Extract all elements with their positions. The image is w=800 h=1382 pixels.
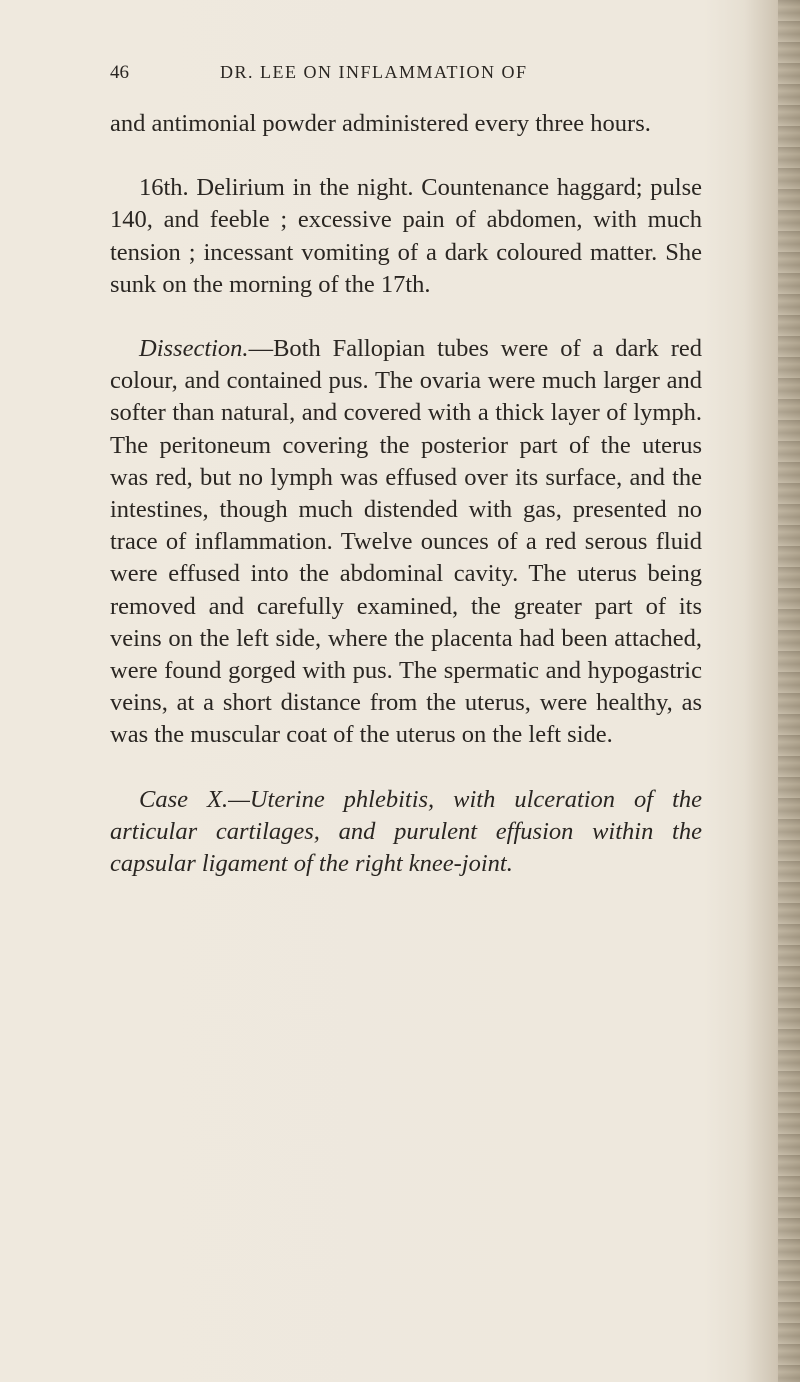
- running-head: DR. LEE ON INFLAMMATION OF: [220, 62, 528, 82]
- paragraph-continuation: and antimonial powder administered every three hours.: [110, 110, 651, 137]
- body-text: [110, 108, 702, 880]
- case-heading: Case X.—Uterine phlebitis, with ulceration of the articular cartilages, and purulent effusion within the capsular ligament of the right knee-joint.: [110, 785, 702, 878]
- dissection-label: Dissection.: [139, 335, 249, 363]
- page-number: 46: [110, 62, 129, 83]
- dissection-text: —Both Fallopian tubes were of a dark red colour, and contained pus. The ovaria were much larger and softer than natural, and covered with a thick layer of lymph. The peritoneum covering the posterior part of the uterus was red, but no lymph was effused over its surface, and the intestines, though much distended with gas, presented no trace of inflammation. Twelve ounces of a red serous fluid were effused into the abdominal cavity. The uterus being removed and carefully examined, the greater part of its veins on the left side, where the placenta had been attached, were found gorged with pus. The spermatic and hypogastric veins, at a short distance from the uterus, were healthy, as was the muscular coat of the uterus on the left side.: [110, 335, 702, 749]
- page-edge: [778, 0, 800, 1382]
- paragraph-16th: 16th. Delirium in the night. Countenance haggard; pulse 140, and feeble ; excessive pain of abdomen, with much tension ; incessant vomiting of a dark coloured matter. She sunk on the morning of the 17th.: [110, 174, 702, 298]
- paragraph-dissection: [110, 333, 702, 752]
